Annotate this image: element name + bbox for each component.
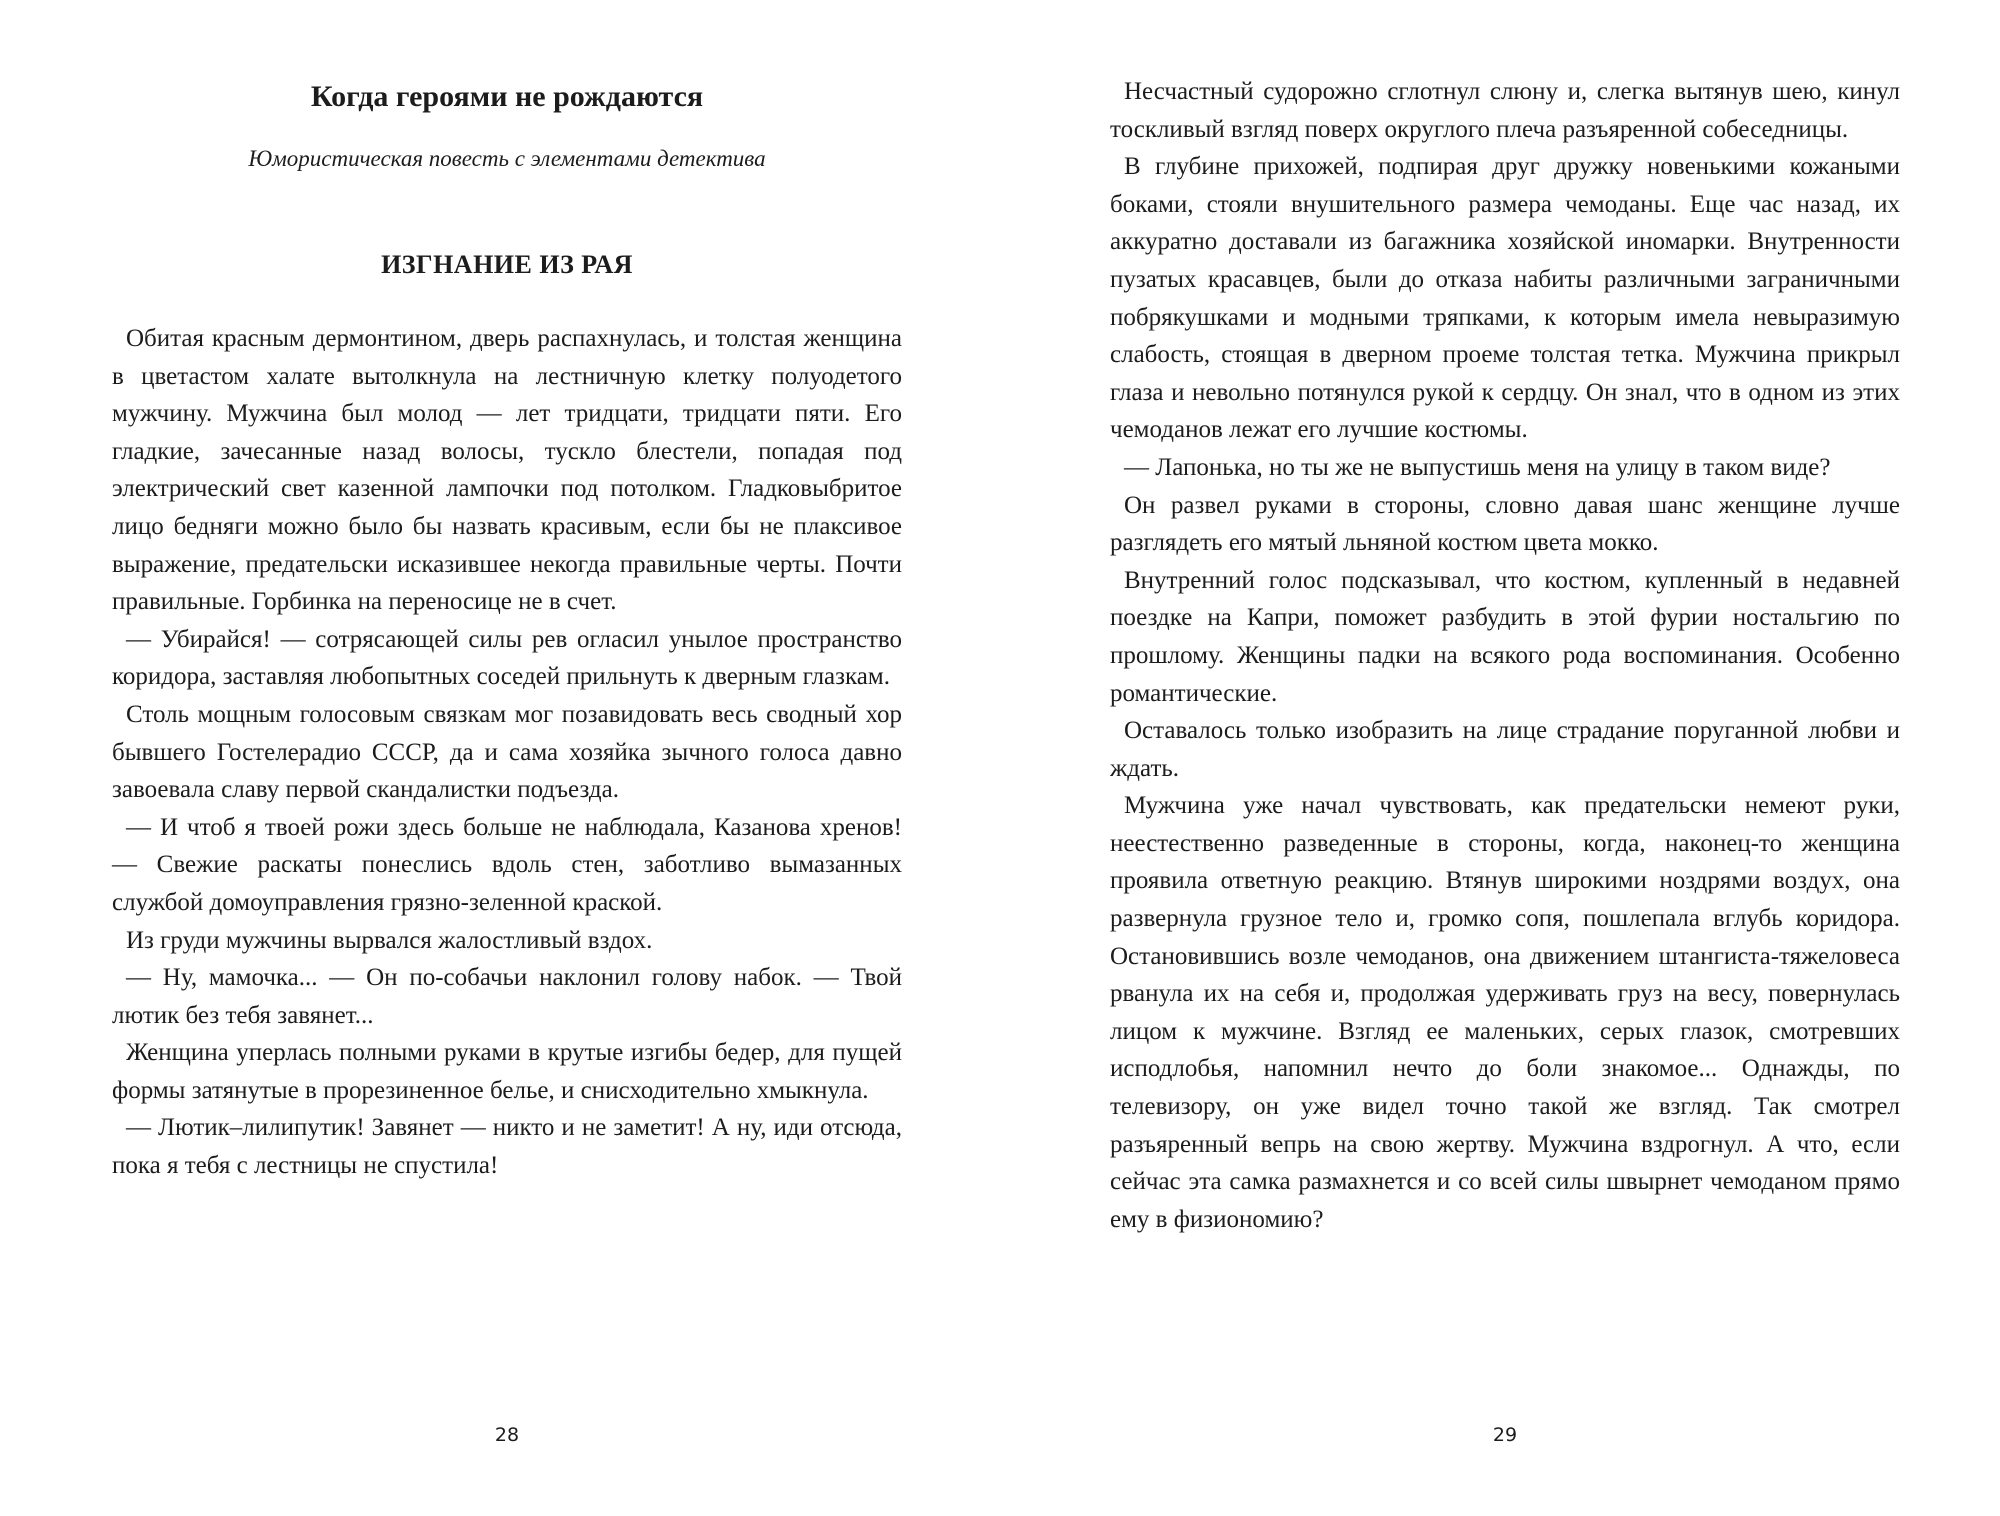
paragraph: Женщина уперлась полными руками в крутые изгибы бедер, для пущей формы затянутые в прорезиненное белье, и снисходительно хмыкнула.: [112, 1039, 902, 1104]
paragraph: Из груди мужчины вырвался жалостливый вздох.: [126, 926, 653, 954]
paragraph: Мужчина уже начал чувствовать, как предательски немеют руки, неестественно разведенные в стороны, когда, наконец-то женщина проявила ответную реакцию. Втянув широкими ноздрями воздух, она развернула грузное тело и, громко сопя, пошлепала вглубь коридора. Остановившись возле чемоданов, она движением штангиста-тяжеловеса рванула их на себя и, продолжая удерживать груз на весу, повернулась лицом к мужчине. Взгляд ее маленьких, серых глазок, смотревших исподлобья, напомнил нечто до боли знакомое... Однажды, по телевизору, он уже видел точно такой же взгляд. Так смотрел разъяренный вепрь на свою жертву. Мужчина вздрогнул. А что, если сейчас эта самка размахнется и со всей силы швырнет чемоданом прямо ему в физиономию?: [1110, 792, 1900, 1233]
paragraph: Он развел руками в стороны, словно давая шанс женщине лучше разглядеть его мятый льняной костюм цвета мокко.: [1110, 491, 1900, 557]
right-page: [1110, 0, 1900, 1516]
paragraph: Несчастный судорожно сглотнул слюну и, слегка вытянув шею, кинул тоскливый взгляд поверх округлого плеча разъяренной собеседницы.: [1110, 78, 1900, 143]
page-number-right: 29: [1492, 1424, 1518, 1446]
paragraph: Внутренний голос подсказывал, что костюм, купленный в недавней поездке на Капри, поможет разбудить в этой фурии ностальгию по прошлому. Женщины падки на всякого рода воспоминания. Особенно романтические.: [1110, 566, 1900, 707]
right-page-body: [1110, 73, 1900, 1238]
paragraph: — Лютик–лилипутик! Завянет — никто и не заметит! А ну, иди отсюда, пока я тебя с лестницы не спустила!: [112, 1114, 902, 1180]
paragraph: — Лапонька, но ты же не выпустишь меня на улицу в таком виде?: [1124, 453, 1831, 481]
page-number-left: 28: [494, 1424, 520, 1446]
book-title: Когда героями не рождаются: [310, 80, 704, 113]
left-page: [112, 0, 902, 1516]
paragraph: — И чтоб я твоей рожи здесь больше не наблюдала, Казанова хренов! — Свежие раскаты понеслись вдоль стен, заботливо вымазанных службой домоуправления грязно-зеленной краской.: [112, 813, 902, 916]
paragraph: Столь мощным голосовым связкам мог позавидовать весь сводный хор бывшего Гостелерадио СССР, да и сама хозяйка зычного голоса давно завоевала славу первой скандалистки подъезда.: [112, 700, 902, 804]
paragraph: — Ну, мамочка... — Он по-собачьи наклонил голову набок. — Твой лютик без тебя завянет...: [112, 964, 902, 1029]
paragraph: — Убирайся! — сотрясающей силы рев огласил унылое пространство коридора, заставляя любопытных соседей прильнуть к дверным глазкам.: [112, 625, 902, 691]
chapter-title: ИЗГНАНИЕ ИЗ РАЯ: [381, 250, 633, 279]
paragraph: Оставалось только изобразить на лице страдание поруганной любви и ждать.: [1110, 717, 1900, 782]
paragraph: Обитая красным дермонтином, дверь распахнулась, и толстая женщина в цветастом халате вытолкнула на лестничную клетку полуодетого мужчину. Мужчина был молод — лет тридцати, тридцати пяти. Его гладкие, зачесанные назад волосы, тускло блестели, попадая под электрический свет казенной лампочки под потолком. Гладковыбритое лицо бедняги можно было бы назвать красивым, если бы не плаксивое выражение, предательски исказившее некогда правильные черты. Почти правильные. Горбинка на переносице не в счет.: [112, 325, 902, 616]
paragraph: В глубине прихожей, подпирая друг дружку новенькими кожаными боками, стояли внушительного размера чемоданы. Еще час назад, их аккуратно доставали из багажника хозяйской иномарки. Внутренности пузатых красавцев, были до отказа набиты различными заграничными побрякушками и модными тряпками, к которым имела невыразимую слабость, стоящая в дверном проеме толстая тетка. Мужчина прикрыл глаза и невольно потянулся рукой к сердцу. Он знал, что в одном из этих чемоданов лежат его лучшие костюмы.: [1110, 153, 1900, 444]
book-subtitle: Юмористическая повесть с элементами детектива: [248, 146, 766, 171]
left-page-body: [112, 320, 902, 1185]
